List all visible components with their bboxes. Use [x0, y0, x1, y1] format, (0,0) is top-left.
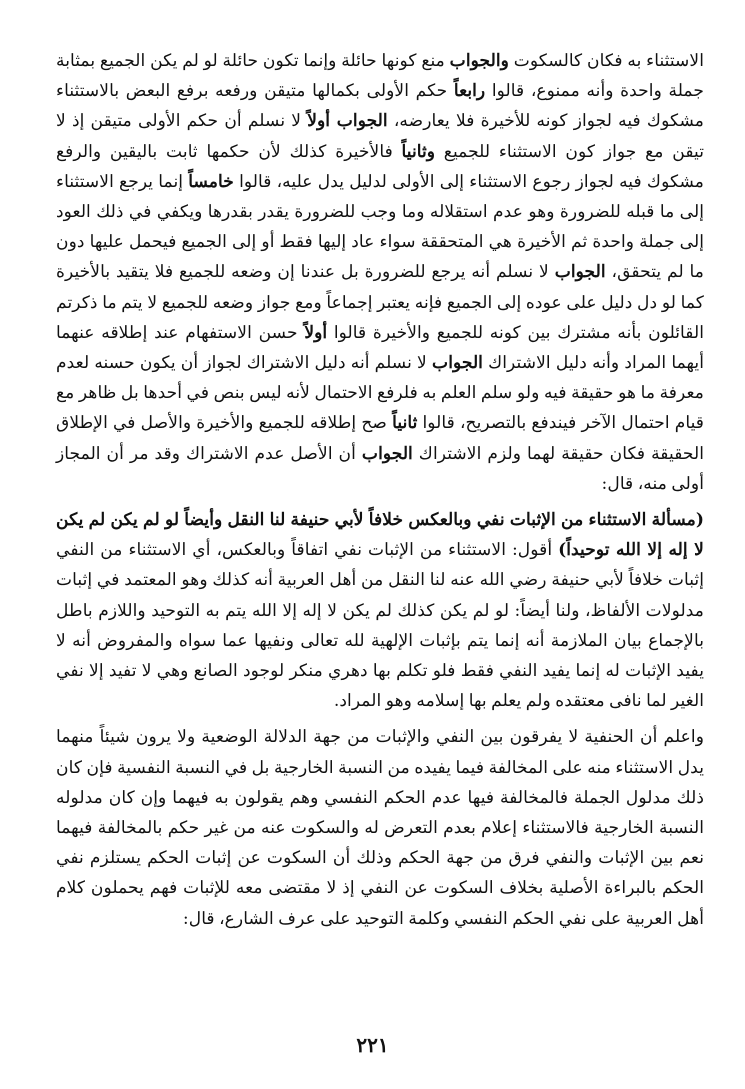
text-run: فالأخيرة كذلك لأن حكمها ثابت باليقين والرفع مشكوك فيه لجواز رجوع الاستثناء إلى الأولى لدليل يدل عليه، قالوا — [56, 141, 704, 192]
bold-term: ثانياً — [392, 413, 418, 434]
text-run: لا نسلم أنه يرجع للضرورة بل عندنا إن وضعه للجميع فلا يتقيد بالأخيرة كما لو دل دليل على عوده إلى الجميع فإنه يعتبر إجماعاً ومع جواز وضعه للجميع لا يتم ما ذكرتم القائلون بأنه مشترك بين كونه للجميع والأخيرة قالوا — [56, 262, 704, 343]
text-run: واعلم أن الحنفية لا يفرقون بين النفي والإثبات من جهة الدلالة الوضعية ولا يرون شيئاً منهما يدل الاستثناء منه على المخالفة فيما يفيده من النسبة الخارجية بل في النسبة النفسية فإن كان ذلك مدلول الجملة فالمخالفة فيها عدم الحكم النفسي وهم يقولون به فيهما وإن كان مدلوله النسبة الخارجية فالاستثناء إعلام بعدم التعرض له والسكوت عنه من غير حكم بالمخالفة فيهما نعم بين الإثبات والنفي فرق من جهة الحكم وذلك أن السكوت عن إثبات الحكم يستلزم نفي الحكم بالبراءة الأصلية بخلاف السكوت عن النفي إذ لا مقتضى معه للإثبات فهم يحملون كلام أهل العربية على نفي الحكم النفسي وكلمة التوحيد على عرف الشارع، قال: — [56, 727, 704, 929]
bold-term: الجواب — [554, 262, 606, 283]
text-run: لا نسلم أنه دليل الاشتراك لجواز أن يكون حسنه لعدم معرفة ما هو حقيقة فيه ولو سلم العلم به فلرفع الاحتمال لأنه ليس بنص في أحدها بل ظاهر مع قيام احتمال الآخر فيندفع بالتصريح، قالوا — [56, 353, 705, 434]
page-number: ٢٢١ — [356, 1033, 389, 1057]
bold-term: (مسألة الاستثناء من الإثبات نفي وبالعكس خلافاً لأبي حنيفة لنا النقل وأيضاً لو لم يكن لم يكن لا إله إلا الله توحيداً) — [56, 510, 704, 561]
bold-term: الجواب أولاً — [307, 111, 388, 132]
bold-term: الجواب — [361, 443, 413, 464]
bold-term: الجواب — [432, 353, 483, 374]
paragraph — [56, 505, 704, 716]
text-run: صح إطلاقه للجميع والأخيرة والأصل في الإطلاق الحقيقة فكان حقيقة لهما ولزم الاشتراك — [56, 413, 704, 464]
text-run: إنما يرجع الاستثناء إلى ما قبله للضرورة وهو عدم استقلاله وما وجب للضرورة يقدر بقدرها ويكفي في ذلك العود إلى جملة واحدة ثم الأخيرة هي المتحققة سواء عاد إليها فقط أو إلى الجميع فيحمل عليها دون ما لم يتحقق، — [56, 171, 704, 283]
text-run: حكم الأولى بكمالها متيقن ورفعه برفع البعض بالاستثناء مشكوك فيه لجواز كونه للأخيرة فلا يعارضه، — [56, 81, 704, 132]
bold-term: وثانياً — [401, 141, 436, 162]
text-run: لا نسلم أن حكم الأولى متيقن إذ لا تيقن مع جواز كون الاستثناء للجميع — [56, 111, 704, 162]
text-run: حسن الاستفهام عند إطلاقه عنهما أيهما المراد وأنه دليل الاشتراك — [56, 322, 704, 374]
text-run: أن الأصل عدم الاشتراك وقد مر أن المجاز أولى منه، قال: — [56, 443, 704, 494]
bold-term: رابعاً — [453, 81, 486, 102]
bold-term: أولاً — [304, 322, 328, 343]
text-run: منع كونها حائلة وإنما تكون حائلة لو لم يكن الجميع بمثابة جملة واحدة وأنه ممنوع، قالوا — [56, 51, 704, 102]
paragraph — [56, 46, 704, 499]
text-run: الاستثناء به فكان كالسكوت — [508, 51, 704, 71]
paragraph — [56, 722, 704, 933]
body-text — [56, 46, 704, 934]
bold-term: والجواب — [449, 51, 509, 71]
bold-term: خامساً — [188, 171, 234, 192]
text-run: أقول: الاستثناء من الإثبات نفي اتفاقاً وبالعكس، أي الاستثناء من النفي إثبات خلافاً لأبي حنيفة رضي الله عنه لنا النقل من أهل العربية أنه كذلك وهو المعتمد في إثبات مدلولات الألفاظ، ولنا أيضاً: لو لم يكن كذلك لم يكن لا إله إلا الله يتم به التوحيد واللازم باطل بالإجماع بيان الملازمة أنه إنما يتم بإثبات الإلهية لله تعالى ونفيها عما سواه والمفروض أنه لا يفيد الإثبات له إنما يفيد النفي فقط فلو تكلم بها دهري منكر لوجود الصانع وهي لا تفيد إلا نفي الغير لما نافى معتقده ولم يعلم بها إسلامه وهو المراد. — [56, 540, 704, 712]
